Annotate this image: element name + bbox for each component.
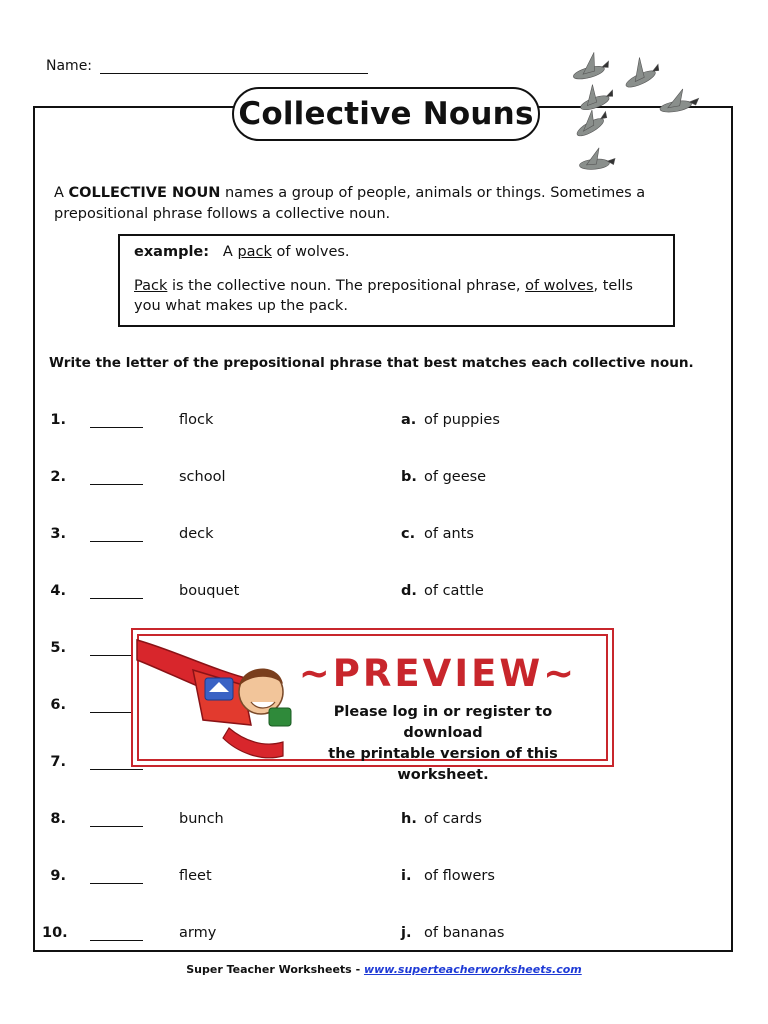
name-line: [100, 59, 368, 74]
example-box: [118, 234, 675, 327]
collective-noun: bunch: [179, 811, 224, 827]
phrase-letter: h.: [401, 811, 417, 827]
collective-noun: flock: [179, 412, 214, 428]
phrase-letter: d.: [401, 583, 417, 599]
page-title: [232, 87, 540, 141]
example-line: [134, 242, 659, 262]
prepositional-phrase: of bananas: [424, 925, 505, 941]
collective-noun: bouquet: [179, 583, 240, 599]
question-number: 2.: [50, 469, 66, 485]
prepositional-phrase: of cattle: [424, 583, 484, 599]
example-text-b: of wolves.: [271, 244, 350, 260]
answer-blank[interactable]: [90, 427, 143, 428]
prepositional-phrase: of flowers: [424, 868, 495, 884]
question-number: 1.: [50, 412, 66, 428]
explain-phrase: of wolves: [525, 278, 594, 294]
question-number: 9.: [50, 868, 66, 884]
collective-noun: fleet: [179, 868, 212, 884]
question-number: 7.: [50, 754, 66, 770]
explain-b: , tells you what makes up the pack.: [134, 278, 633, 314]
footer: [0, 963, 768, 976]
phrase-letter: a.: [401, 412, 417, 428]
prepositional-phrase: of cards: [424, 811, 482, 827]
name-label: Name:: [46, 58, 93, 74]
phrase-letter: b.: [401, 469, 417, 485]
intro-term: COLLECTIVE NOUN: [68, 185, 221, 201]
footer-separator: -: [351, 963, 364, 976]
answer-blank[interactable]: [90, 883, 143, 884]
question-number: 4.: [50, 583, 66, 599]
intro-text: names a group of people, animals or things. Sometimes a prepositional phrase follows a collective noun.: [54, 185, 646, 222]
answer-blank[interactable]: [90, 484, 143, 485]
footer-site-name: Super Teacher Worksheets: [186, 963, 352, 976]
question-row: [0, 526, 768, 546]
page-title-text: Collective Nouns: [238, 96, 534, 132]
phrase-letter: c.: [401, 526, 416, 542]
prepositional-phrase: of geese: [424, 469, 487, 485]
explain-a: is the collective noun. The prepositional phrase,: [167, 278, 526, 294]
prepositional-phrase: of puppies: [424, 412, 500, 428]
answer-blank[interactable]: [90, 541, 143, 542]
question-number: 3.: [50, 526, 66, 542]
intro-prefix: A: [54, 185, 69, 201]
example-text-a: A: [222, 244, 238, 260]
prepositional-phrase: of ants: [424, 526, 474, 542]
superhero-teacher-icon: [133, 630, 303, 769]
question-number: 5.: [50, 640, 66, 656]
explain-noun: Pack: [134, 278, 168, 294]
question-number: 8.: [50, 811, 66, 827]
question-row: [0, 811, 768, 831]
question-row: [0, 583, 768, 603]
example-explanation: [134, 276, 659, 316]
answer-blank[interactable]: [90, 826, 143, 827]
example-noun: pack: [237, 244, 272, 260]
phrase-letter: i.: [401, 868, 412, 884]
answer-blank[interactable]: [90, 769, 143, 770]
question-row: [0, 925, 768, 945]
question-row: [0, 469, 768, 489]
preview-line-2: the printable version of this worksheet.: [328, 746, 558, 783]
name-row: [46, 58, 368, 74]
intro-paragraph: [54, 183, 694, 225]
footer-link[interactable]: www.superteacherworksheets.com: [363, 963, 582, 976]
answer-blank[interactable]: [90, 598, 143, 599]
preview-message: [293, 702, 593, 786]
collective-noun: deck: [179, 526, 214, 542]
example-label: example: [134, 244, 204, 260]
question-number: 6.: [50, 697, 66, 713]
collective-noun: army: [179, 925, 217, 941]
instructions: Write the letter of the prepositional phrase that best matches each collective noun.: [49, 355, 694, 371]
preview-title: ~PREVIEW~: [298, 652, 578, 695]
question-row: [0, 412, 768, 432]
preview-banner[interactable]: [131, 628, 614, 783]
answer-blank[interactable]: [90, 940, 143, 941]
question-row: [0, 868, 768, 888]
phrase-letter: j.: [401, 925, 412, 941]
question-number: 10.: [42, 925, 68, 941]
example-colon: :: [203, 244, 210, 260]
collective-noun: school: [179, 469, 226, 485]
geese-flock-illustration: [560, 52, 720, 184]
preview-line-1: Please log in or register to download: [333, 704, 553, 741]
